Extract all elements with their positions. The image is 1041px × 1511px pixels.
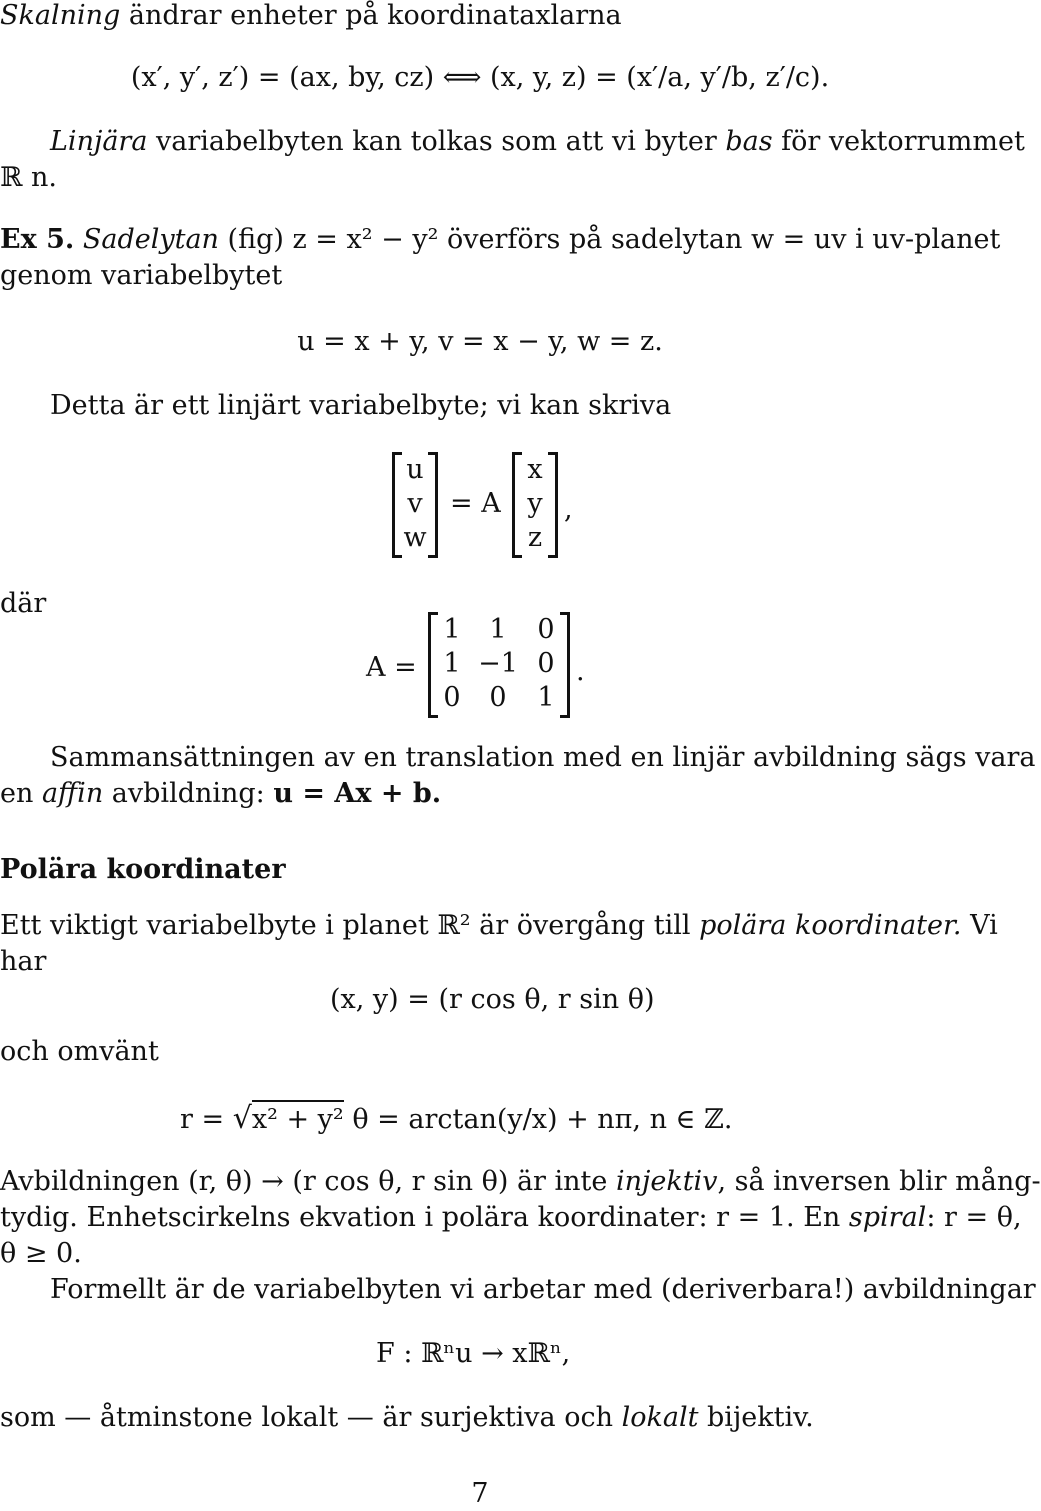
cell: 0 [537,614,555,645]
text-line: Detta är ett linjärt variabelbyte; vi kan skriva [50,390,672,421]
text-dar: där [0,588,47,619]
cell: 1 [489,614,507,645]
emphasis: polära koordinater. [699,910,962,941]
emphasis: affin [41,778,104,809]
text: för vektorrummet [772,126,1025,157]
vector-xyz [512,452,558,558]
cell: 1 [443,614,461,645]
text: ändrar enheter på koordinataxlarna [120,0,622,31]
emphasis: spiral [848,1202,927,1233]
emphasis: Sadelytan [82,224,219,255]
matrix-A [428,612,570,718]
equation-substitution: u = x + y, v = x − y, w = z. [297,326,663,357]
emphasis: Skalning [0,0,121,31]
text: (fig) z = x² − y² överförs på sadelytan w = uv i uv-planet [218,224,1001,255]
cell: −1 [478,648,518,679]
example-label: Ex 5. [0,224,75,255]
text: θ = arctan(y/x) + nπ, n ∈ ℤ. [343,1104,733,1135]
sqrt-icon: √ [232,1101,252,1136]
text: avbildning: [103,778,274,809]
text-line: har [0,946,47,977]
text-line [0,778,441,809]
emphasis: injektiv [615,1166,718,1197]
radicand: x² + y² [252,1100,344,1135]
text: Ett viktigt variabelbyte i planet ℝ² är övergång till [0,910,700,941]
cell: 0 [537,648,555,679]
text-line [0,0,622,31]
example-line [0,224,1000,255]
text: bijektiv. [698,1402,814,1433]
text-line: Sammansättningen av en translation med en linjär avbildning sägs vara [50,742,1036,773]
text: : r = θ, [926,1202,1022,1233]
text-line [0,1402,814,1433]
matrix-label: A = [366,652,417,683]
equals-A: = A [450,488,501,519]
cell: 0 [443,682,461,713]
period: . [576,656,585,687]
text: tydig. Enhetscirkelns ekvation i polära koordinater: r = 1. En [0,1202,849,1233]
emphasis: bas [725,126,773,157]
text-line [0,910,998,941]
text: r = [180,1104,225,1135]
cell: 1 [537,682,555,713]
cell: w [403,522,427,553]
cell: 1 [443,648,461,679]
equation-inverse [180,1102,732,1137]
emphasis: lokalt [621,1402,699,1433]
cell: z [527,522,543,553]
text-line [50,126,1025,157]
text-line [0,1166,1041,1197]
comma: , [564,494,573,525]
text-line [0,1202,1022,1233]
text: som — åtminstone lokalt — är surjektiva och [0,1402,622,1433]
text-line: genom variabelbytet [0,260,283,291]
text: en [0,778,42,809]
text: Avbildningen (r, θ) → (r cos θ, r sin θ) är inte [0,1166,616,1197]
cell: u [406,454,424,485]
text-line: θ ≥ 0. [0,1238,82,1269]
text: , så inversen blir mång- [717,1166,1041,1197]
text-line: ℝ n. [0,162,57,193]
cell: x [527,454,543,485]
cell: 0 [489,682,507,713]
equation-map: F : ℝⁿu → xℝⁿ, [376,1338,571,1369]
section-heading: Polära koordinater [0,854,286,885]
text-line: Formellt är de variabelbyten vi arbetar med (deriverbara!) avbildningar [50,1274,1036,1305]
equation-affine: u = Ax + b. [273,778,442,809]
emphasis: Linjära [50,126,148,157]
text: variabelbyten kan tolkas som att vi byter [147,126,726,157]
equation-scaling: (x′, y′, z′) = (ax, by, cz) ⟺ (x, y, z) = (x′/a, y′/b, z′/c). [130,62,830,93]
text-line: och omvänt [0,1036,159,1067]
cell: v [407,488,423,519]
text: Vi [961,910,998,941]
vector-uvw [392,452,438,558]
page-number: 7 [471,1478,489,1509]
cell: y [527,488,543,519]
equation-polar: (x, y) = (r cos θ, r sin θ) [330,984,655,1015]
